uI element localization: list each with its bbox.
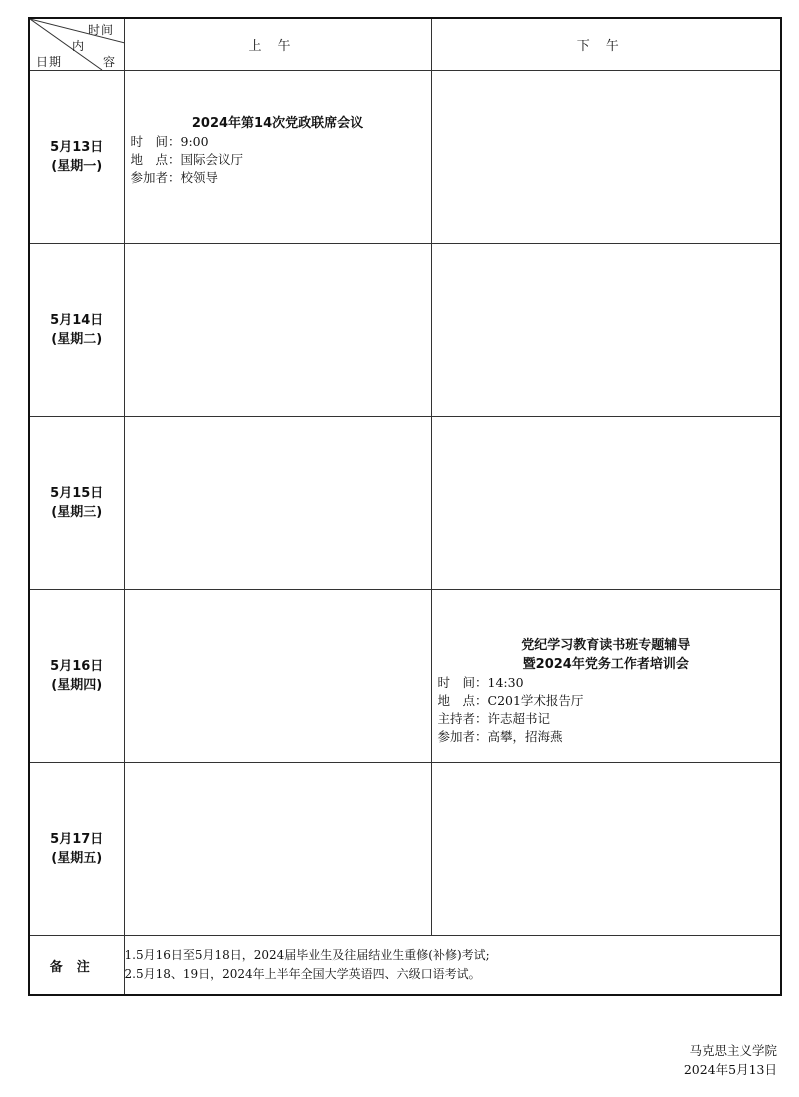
day-row [29, 417, 781, 590]
event-detail-time: 时 间：14:30 [437, 675, 524, 690]
afternoon-header: 下午 [431, 18, 781, 71]
event-detail-attendees: 参加者：校领导 [130, 169, 219, 185]
day-date: 5月14日 [50, 313, 104, 328]
day-cell [29, 417, 124, 590]
morning-cell [124, 763, 431, 936]
corner-content-label-1: 内 [72, 39, 86, 53]
event-detail-location: 地 点：国际会议厅 [130, 151, 244, 167]
event-detail-location: 地 点：C201学术报告厅 [437, 693, 584, 708]
note-line: 1.5月16日至5月18日，2024届毕业生及往届结业生重修(补修)考试; [124, 948, 490, 962]
event-subtitle: 暨2024年党务工作者培训会 [522, 657, 689, 672]
event-block [432, 636, 781, 746]
notes-row [29, 936, 781, 996]
day-row [29, 763, 781, 936]
event-detail-host: 主持者：许志超书记 [437, 711, 551, 726]
notes-content [124, 936, 781, 996]
day-cell [29, 71, 124, 244]
morning-cell [124, 590, 431, 763]
note-line: 2.5月18、19日，2024年上半年全国大学英语四、六级口语考试。 [124, 967, 481, 981]
morning-cell [124, 244, 431, 417]
afternoon-cell [431, 71, 781, 244]
event-title: 党纪学习教育读书班专题辅导 [521, 638, 691, 653]
document-footer [684, 1041, 777, 1079]
day-cell [29, 763, 124, 936]
day-row [29, 590, 781, 763]
morning-cell [124, 417, 431, 590]
afternoon-cell [431, 763, 781, 936]
weekly-schedule-table [28, 17, 782, 996]
afternoon-cell [431, 417, 781, 590]
event-block [125, 114, 431, 187]
event-detail-time: 时 间：9:00 [130, 133, 209, 149]
day-weekday: (星期四) [51, 678, 103, 693]
corner-content-label-2: 容 [103, 55, 117, 69]
day-date: 5月17日 [50, 832, 104, 847]
corner-date-label: 日期 [36, 55, 63, 69]
morning-header: 上午 [124, 18, 431, 71]
day-date: 5月15日 [50, 486, 104, 501]
day-weekday: (星期三) [51, 505, 103, 520]
issuing-organization: 马克思主义学院 [689, 1043, 777, 1058]
day-date: 5月13日 [50, 140, 104, 155]
day-row [29, 244, 781, 417]
diagonal-header-cell [29, 18, 124, 71]
day-cell [29, 244, 124, 417]
day-weekday: (星期五) [51, 851, 103, 866]
corner-time-label: 时间 [88, 23, 115, 37]
morning-cell [124, 71, 431, 244]
day-weekday: (星期一) [51, 159, 103, 174]
day-weekday: (星期二) [51, 332, 103, 347]
issue-date: 2024年5月13日 [683, 1062, 777, 1077]
day-cell [29, 590, 124, 763]
afternoon-cell [431, 244, 781, 417]
notes-label: 备注 [29, 936, 124, 996]
header-row [29, 18, 781, 71]
event-title: 2024年第14次党政联席会议 [191, 115, 364, 131]
day-row [29, 71, 781, 244]
day-date: 5月16日 [50, 659, 104, 674]
afternoon-cell [431, 590, 781, 763]
event-detail-attendees: 参加者：高攀，招海燕 [437, 729, 563, 744]
